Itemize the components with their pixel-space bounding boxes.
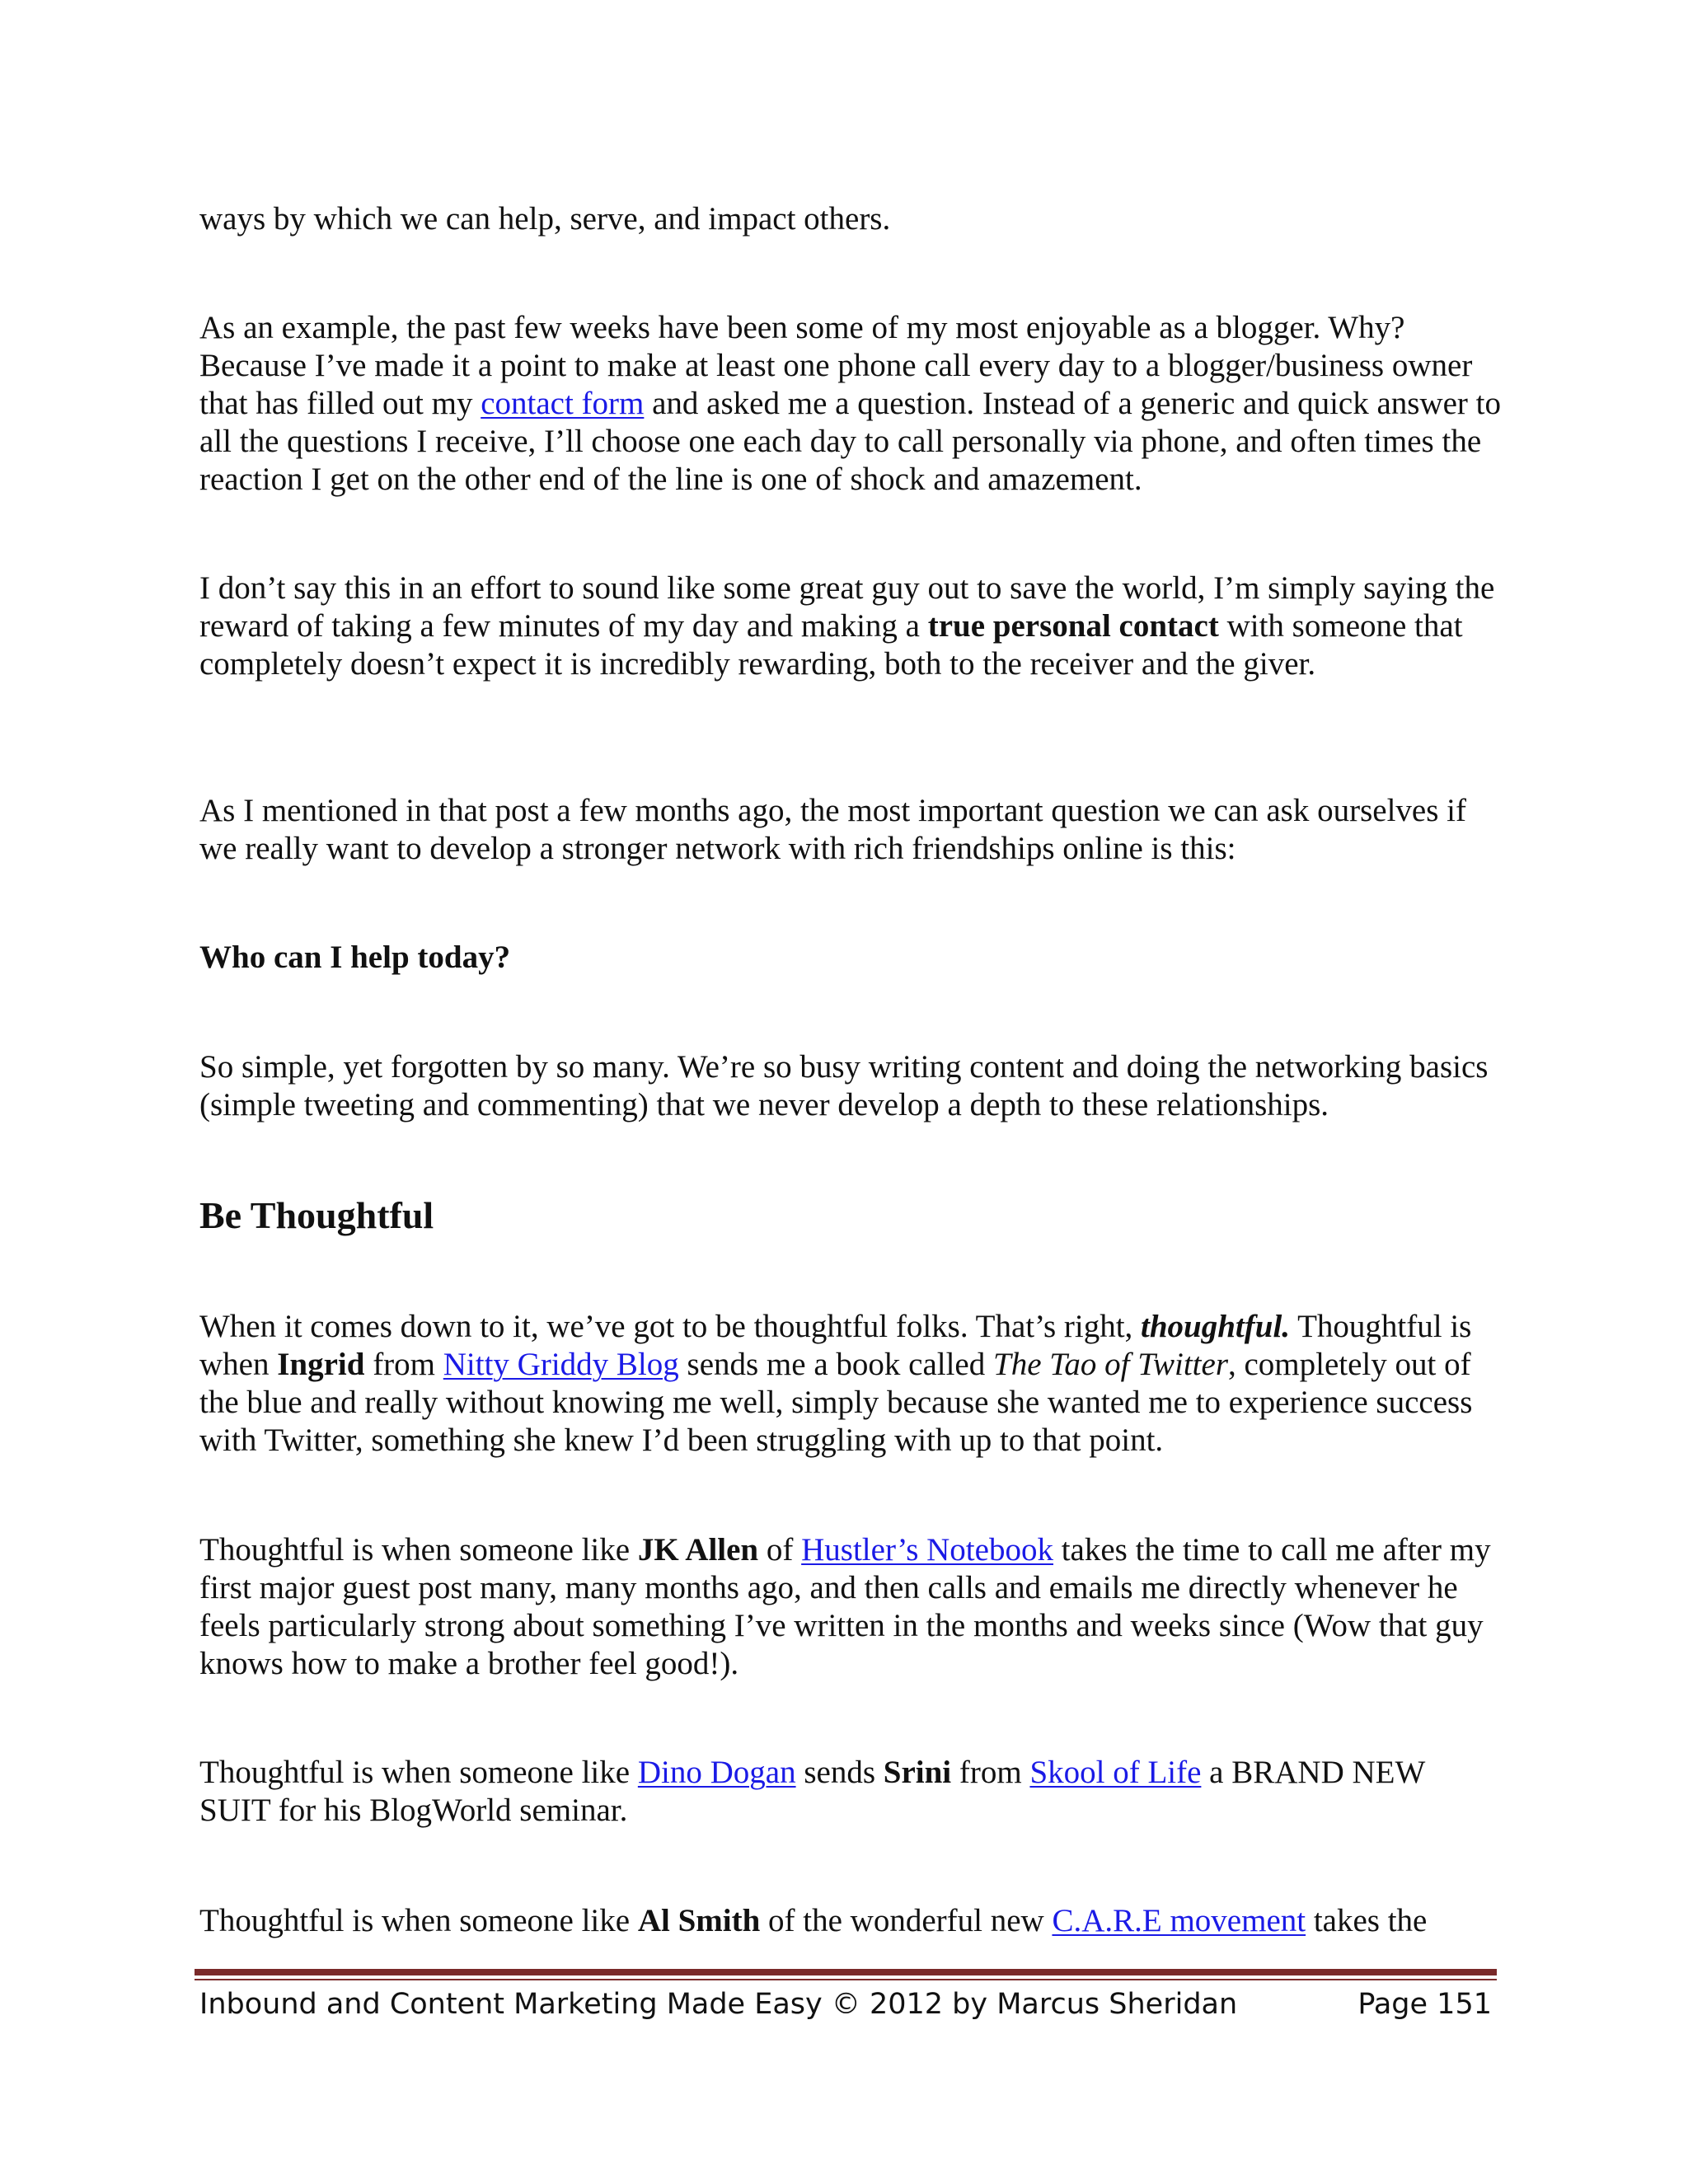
paragraph-text: Thoughtful is when someone like [199,1755,638,1790]
bold-name: Srini [883,1755,952,1790]
paragraph-text: sends me a book called [678,1347,993,1382]
footer-rule-thin [195,1979,1497,1980]
care-movement-link[interactable]: C.A.R.E movement [1052,1903,1306,1938]
skool-of-life-link[interactable]: Skool of Life [1029,1755,1202,1790]
paragraph-text: takes the [1306,1903,1428,1938]
paragraph-text: takes the time to call me after my first major guest post many, many months ago, and then calls and emails me directly whenever he feels particularly strong about something I’ve written in the months and weeks since (Wow that guy knows how to make a brother feel good!). [199,1532,1491,1681]
bold-question: Who can I help today? [199,940,511,975]
paragraph-text: of [758,1532,802,1568]
hustlers-notebook-link[interactable]: Hustler’s Notebook [801,1532,1053,1568]
paragraph-6 [199,1048,1502,1124]
paragraph-4 [199,792,1502,868]
bold-phrase: true personal contact [927,608,1219,644]
bold-name: Al Smith [637,1903,761,1938]
paragraph-text: from [951,1755,1030,1790]
footer-rule [195,1969,1497,1975]
footer-copyright: Inbound and Content Marketing Made Easy © 2012 by Marcus Sheridan [199,1988,1238,2021]
paragraph-2 [199,309,1502,499]
paragraph-text: sends [795,1755,884,1790]
section-heading: Be Thoughtful [199,1194,434,1236]
page-number: Page 151 [1357,1988,1492,2021]
paragraph-text: a BRAND NEW SUIT for his BlogWorld seminar. [199,1755,1425,1828]
page-footer [199,1985,1492,2026]
bold-name: JK Allen [637,1532,759,1568]
dino-dogan-link[interactable]: Dino Dogan [637,1755,796,1790]
bold-name: Ingrid [277,1347,365,1382]
paragraph-text: of the wonderful new [760,1903,1053,1938]
paragraph-5 [199,939,1502,977]
paragraph-text: with someone that completely doesn’t expect it is incredibly rewarding, both to the receiver and the giver. [199,608,1463,682]
paragraph-8 [199,1531,1502,1683]
paragraph-text: Thoughtful is when someone like [199,1903,638,1938]
paragraph-text: Thoughtful is when someone like [199,1532,638,1568]
paragraph-text: As an example, the past few weeks have been some of my most enjoyable as a blogger. Why? Because I’ve made it a point to make at least one phone call every day to a blogger/business owner that has filled out my [199,310,1473,421]
paragraph-3 [199,569,1502,683]
paragraph-text: As I mentioned in that post a few months ago, the most important question we can ask ourselves if we really want to develop a stronger network with rich friendships online is this: [199,793,1466,866]
contact-form-link[interactable]: contact form [481,386,645,421]
paragraph-text: from [364,1347,443,1382]
bold-italic-word: thoughtful. [1141,1309,1291,1344]
nitty-griddy-blog-link[interactable]: Nitty Griddy Blog [443,1347,679,1382]
paragraph-text: Thoughtful is when [199,1309,1472,1382]
paragraph-9 [199,1754,1502,1830]
paragraph-text: So simple, yet forgotten by so many. We’re so busy writing content and doing the networking basics (simple tweeting and commenting) that we never develop a depth to these relationships. [199,1049,1489,1122]
paragraph-text: When it comes down to it, we’ve got to be thoughtful folks. That’s right, [199,1309,1142,1344]
paragraph-text: I don’t say this in an effort to sound like some great guy out to save the world, I’m simply saying the reward of taking a few minutes of my day and making a [199,570,1495,644]
paragraph-text: , completely out of the blue and really without knowing me well, simply because she wanted me to experience success with Twitter, something she knew I’d been struggling with up to that point. [199,1347,1473,1458]
paragraph-1 [199,200,1502,238]
italic-title: The Tao of Twitter [993,1347,1228,1382]
paragraph-7 [199,1308,1502,1460]
paragraph-10 [199,1902,1502,1940]
paragraph-text: ways by which we can help, serve, and impact others. [199,201,891,237]
paragraph-text: and asked me a question. Instead of a generic and quick answer to all the questions I receive, I’ll choose one each day to call personally via phone, and often times the reaction I get on the other end of the line is one of shock and amazement. [199,386,1502,497]
